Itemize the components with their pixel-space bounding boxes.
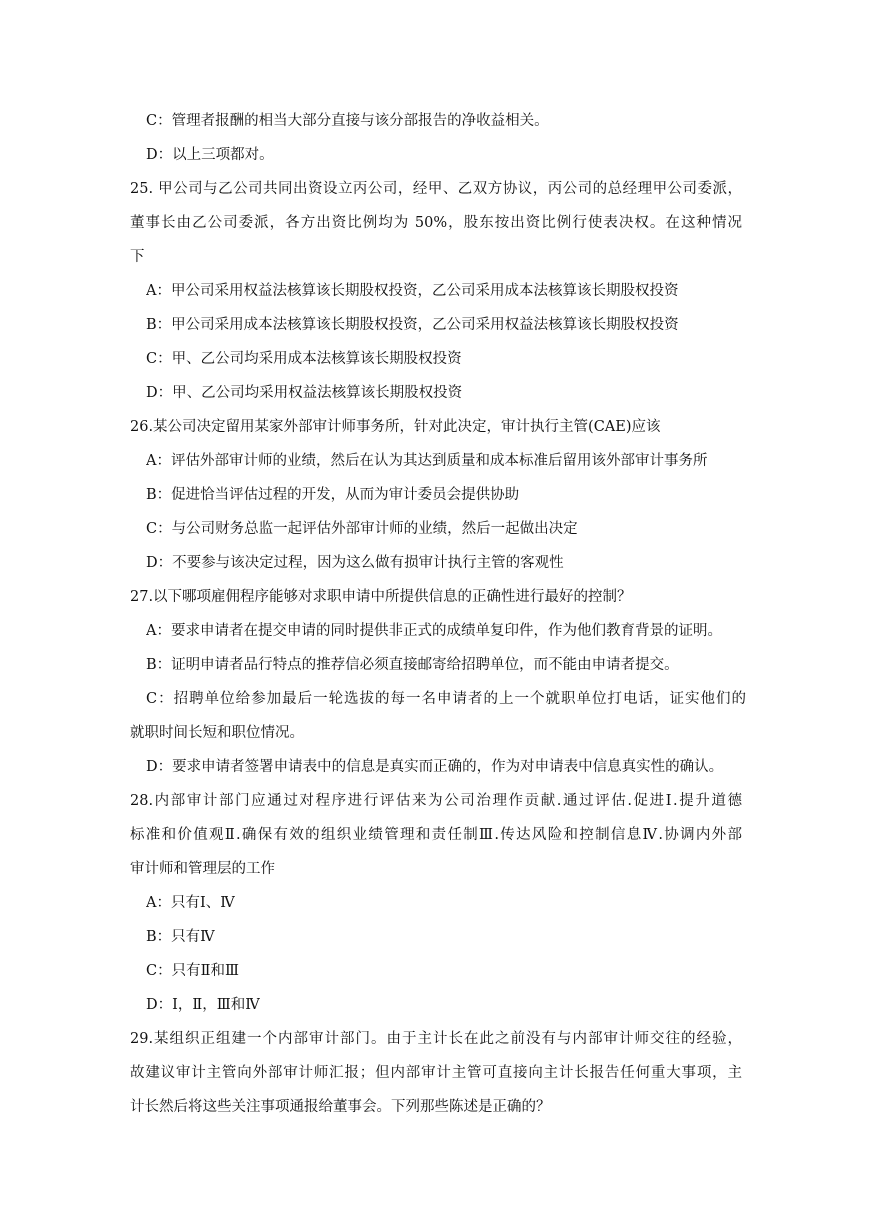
question-28-line-3: 审计师和管理层的工作 [130,861,275,877]
option-c-q27-line-2: 就职时间长短和职位情况。 [130,725,304,741]
option-b-q25: B：甲公司采用成本法核算该长期股权投资，乙公司采用权益法核算该长期股权投资 [146,317,679,333]
question-26: 26.某公司决定留用某家外部审计师事务所，针对此决定，审计执行主管(CAE)应该 [130,419,661,435]
option-c-q25: C：甲、乙公司均采用成本法核算该长期股权投资 [146,351,462,367]
question-27: 27.以下哪项雇佣程序能够对求职申请中所提供信息的正确性进行最好的控制？ [130,589,632,605]
question-25-line-2: 董事长由乙公司委派，各方出资比例均为 50%，股东按出资比例行使表决权。在这种情况 [130,215,742,231]
option-a-q25: A：甲公司采用权益法核算该长期股权投资，乙公司采用成本法核算该长期股权投资 [146,283,679,299]
option-d-q26: D：不要参与该决定过程，因为这么做有损审计执行主管的客观性 [146,555,564,571]
question-28-line-1: 28.内部审计部门应通过对程序进行评估来为公司治理作贡献.通过评估.促进Ⅰ.提升道德 [130,793,742,809]
option-c-q27-line-1: C：招聘单位给参加最后一轮选拔的每一名申请者的上一个就职单位打电话，证实他们的 [146,691,746,707]
option-a-q26: A：评估外部审计师的业绩，然后在认为其达到质量和成本标准后留用该外部审计事务所 [146,453,708,469]
question-25-line-1: 25. 甲公司与乙公司共同出资设立丙公司，经甲、乙双方协议，丙公司的总经理甲公司委派， [130,181,742,197]
question-29-line-1: 29.某组织正组建一个内部审计部门。由于主计长在此之前没有与内部审计师交往的经验， [130,1031,742,1047]
option-c-q26: C：与公司财务总监一起评估外部审计师的业绩，然后一起做出决定 [146,521,578,537]
option-a-q28: A：只有Ⅰ、Ⅳ [146,895,235,911]
question-28-line-2: 标准和价值观Ⅱ.确保有效的组织业绩管理和责任制Ⅲ.传达风险和控制信息Ⅳ.协调内外部 [130,827,742,843]
option-d-q25: D：甲、乙公司均采用权益法核算该长期股权投资 [146,385,463,401]
option-b-q28: B：只有Ⅳ [146,929,215,945]
question-25-line-3: 下 [130,249,145,265]
option-b-q27: B：证明申请者品行特点的推荐信必须直接邮寄给招聘单位，而不能由申请者提交。 [146,657,679,673]
option-d-q27: D：要求申请者签署申请表中的信息是真实而正确的，作为对申请表中信息真实性的确认。 [146,759,724,775]
option-b-q26: B：促进恰当评估过程的开发，从而为审计委员会提供协助 [146,487,520,503]
question-29-line-2: 故建议审计主管向外部审计师汇报；但内部审计主管可直接向主计长报告任何重大事项，主 [130,1065,742,1081]
option-a-q27: A：要求申请者在提交申请的同时提供非正式的成绩单复印件，作为他们教育背景的证明。 [146,623,722,639]
option-d-q24: D：以上三项都对。 [146,147,274,163]
option-d-q28: D：Ⅰ，Ⅱ，Ⅲ和Ⅳ [146,997,260,1013]
question-29-line-3: 计长然后将这些关注事项通报给董事会。下列那些陈述是正确的？ [130,1099,551,1115]
option-c-q28: C：只有Ⅱ和Ⅲ [146,963,239,979]
option-c-q24: C：管理者报酬的相当大部分直接与该分部报告的净收益相关。 [146,113,549,129]
